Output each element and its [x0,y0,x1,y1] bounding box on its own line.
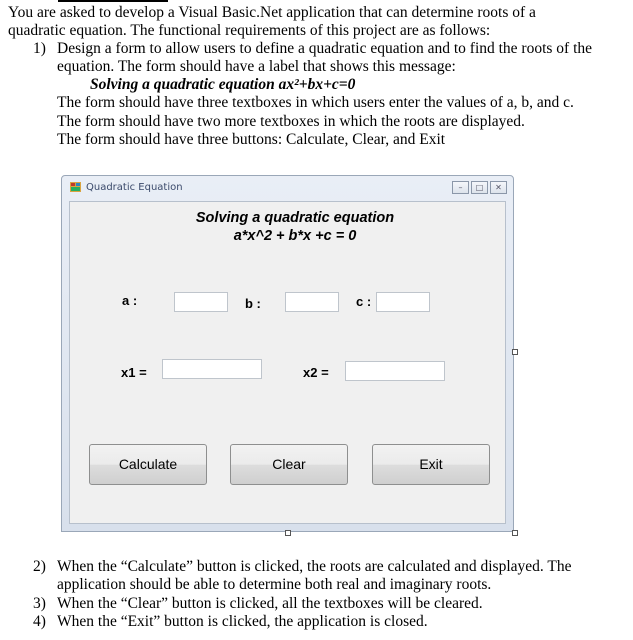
input-b[interactable] [285,292,339,312]
intro-line-2: quadratic equation. The functional requirements of this project are as follows: [8,22,491,39]
form-heading-1: Solving a quadratic equation [195,210,395,226]
minimize-icon[interactable]: – [452,181,469,194]
req2-line-2: application should be able to determine both real and imaginary roots. [57,576,492,593]
req2-line-1: When the “Calculate” button is clicked, the roots are calculated and displayed. The [57,558,572,575]
req3-number: 3) [33,595,46,612]
intro-line-1: You are asked to develop a Visual Basic.Net application that can determine roots of a [8,4,536,21]
req1-message-text: Solving a quadratic equation ax²+bx+c=0 [90,76,356,93]
form-heading-2: a*x^2 + b*x +c = 0 [233,228,357,244]
req1-line-2: equation. The form should have a label that shows this message: [57,58,456,75]
input-x2[interactable] [345,361,445,381]
quadratic-form-window [61,175,514,532]
req4-line-1: When the “Exit” button is clicked, the application is closed. [57,613,428,630]
maximize-icon[interactable]: □ [471,181,488,194]
input-a[interactable] [174,292,228,312]
top-rule [58,0,168,2]
window-title: Quadratic Equation [86,182,183,193]
calculate-button[interactable]: Calculate [89,444,207,485]
input-x1[interactable] [162,359,262,379]
req1-line-1: Design a form to allow users to define a quadratic equation and to find the roots of the [57,40,593,57]
req3-line-1: When the “Clear” button is clicked, all the textboxes will be cleared. [57,595,483,612]
req1-number: 1) [33,40,46,57]
resize-handle-bottom[interactable] [285,530,291,536]
req1-after-1: The form should have three textboxes in which users enter the values of a, b, and c. [57,94,574,111]
resize-handle-corner[interactable] [512,530,518,536]
form-client-area [69,201,506,524]
resize-handle-right[interactable] [512,349,518,355]
exit-button[interactable]: Exit [372,444,490,485]
app-icon [70,182,81,192]
clear-button[interactable]: Clear [230,444,348,485]
label-a: a : [122,293,138,308]
close-icon[interactable]: ✕ [490,181,507,194]
req1-message [90,76,355,94]
label-b: b : [245,296,261,311]
req1-after-2: The form should have two more textboxes in which the roots are displayed. [57,113,525,130]
label-c: c : [356,294,372,309]
window-controls [450,181,507,194]
window-titlebar [62,176,513,200]
label-x2: x2 = [303,365,329,380]
req2-number: 2) [33,558,46,575]
req1-after-3: The form should have three buttons: Calculate, Clear, and Exit [57,131,446,148]
req4-number: 4) [33,613,46,630]
input-c[interactable] [376,292,430,312]
label-x1: x1 = [121,365,147,380]
